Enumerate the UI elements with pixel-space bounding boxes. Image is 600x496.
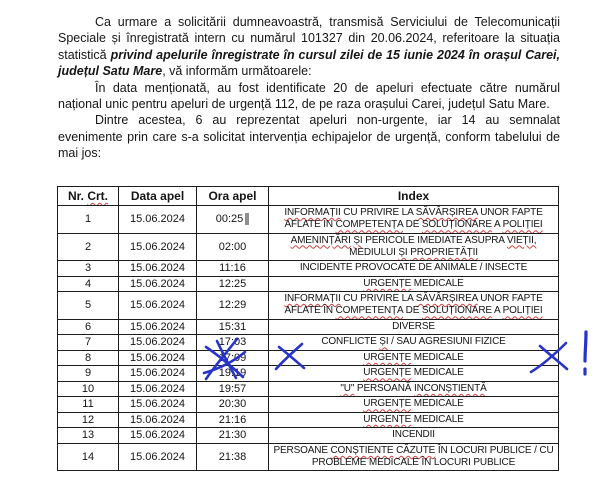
header-data-apel: Data apel <box>119 187 197 206</box>
spellcheck-underlined-word: Crt. <box>87 189 109 203</box>
spellcheck-underlined-word: VIEȚII, <box>506 234 537 246</box>
cell-data-apel: 15.06.2024 <box>119 292 197 320</box>
body-text: În data menționată, au fost identificate 20 de apeluri efectuate către numărul național unic pentru apeluri de urgență 112, de pe raza orașului Carei, județul Satu Mare. <box>58 80 560 112</box>
cell-index: URGENȚE MEDICALE <box>269 366 559 382</box>
table-row <box>58 443 559 471</box>
cell-data-apel: 15.06.2024 <box>119 319 197 335</box>
cell-data-apel: 15.06.2024 <box>119 276 197 292</box>
spellcheck-underlined-word: URGENȚE <box>363 413 412 425</box>
cell-nr-crt: 3 <box>58 261 119 277</box>
spellcheck-underlined-word: URGENȚE <box>363 367 412 379</box>
cell-data-apel: 15.06.2024 <box>119 428 197 444</box>
table-row <box>58 366 559 382</box>
spellcheck-underlined-word: SĂVÂRȘIREA <box>415 293 478 305</box>
paragraph <box>58 112 560 161</box>
cell-nr-crt: 11 <box>58 397 119 413</box>
cell-ora-apel: 17:09 <box>197 350 269 366</box>
calls-table <box>57 186 559 471</box>
cell-ora-apel: 21:38 <box>197 443 269 471</box>
spellcheck-underlined-word: COMPETENȚA <box>335 219 403 231</box>
cell-data-apel: 15.06.2024 <box>119 335 197 351</box>
calls-table-body <box>58 206 559 471</box>
spellcheck-underlined-word: PROPRIETĂȚII <box>410 246 478 258</box>
body-text: Dintre acestea, 6 au reprezentat apeluri non-urgente, iar 14 au semnalat evenimente prin care s-a solicitat intervenția echipajelor de urgență, conform tabelului de mai jos: <box>58 113 560 161</box>
spellcheck-underlined-word: AMENINȚĂRI <box>290 234 351 246</box>
table-row <box>58 276 559 292</box>
cell-data-apel: 15.06.2024 <box>119 366 197 382</box>
spellcheck-underlined-word: URGENȚE <box>363 398 412 410</box>
table-header-row <box>58 187 559 206</box>
cell-nr-crt: 6 <box>58 319 119 335</box>
spellcheck-underlined-word: CONȘTIENTE <box>330 444 394 456</box>
table-row <box>58 397 559 413</box>
cell-data-apel: 15.06.2024 <box>119 233 197 261</box>
paragraph <box>58 14 560 80</box>
spellcheck-underlined-word: SOLUȚIONARE <box>421 219 492 231</box>
cell-ora-apel: 02:00 <box>197 233 269 261</box>
cell-nr-crt: 2 <box>58 233 119 261</box>
spellcheck-underlined-word: URGENȚE <box>363 277 412 289</box>
cell-index: PERSOANE CONȘTIENTE CĂZUTE ÎN LOCURI PUBLICE / CU PROBLEME MEDICALE ÎN LOCURI PUBLICE <box>269 443 559 471</box>
spellcheck-underlined-word: SĂVÂRȘIREA <box>415 207 478 218</box>
cell-index: "U" PERSOANĂ INCONȘTIENTĂ <box>269 381 559 397</box>
cell-ora-apel: 21:16 <box>197 412 269 428</box>
cell-ora-apel: 19:57 <box>197 381 269 397</box>
cell-nr-crt: 5 <box>58 292 119 320</box>
header-index: Index <box>269 187 559 206</box>
cell-data-apel: 15.06.2024 <box>119 381 197 397</box>
cell-ora-apel: 15:31 <box>197 319 269 335</box>
spellcheck-underlined-word: POLIȚIEI <box>502 219 543 231</box>
document-body <box>58 14 560 162</box>
spellcheck-underlined-word: ȘI <box>398 246 408 258</box>
table-row <box>58 292 559 320</box>
table-row <box>58 261 559 277</box>
pen-exclamation-icon <box>585 332 586 374</box>
cell-nr-crt: 8 <box>58 350 119 366</box>
body-text: , vă informăm următoarele: <box>162 64 312 79</box>
spellcheck-underlined-word: ȘI <box>353 234 363 246</box>
cell-index: INFORMAȚII CU PRIVIRE LA SĂVÂRȘIREA UNOR FAPTE AFLATE ÎN COMPETENȚA DE SOLUȚIONARE A POLIȚIEI <box>269 292 559 320</box>
cell-ora-apel: 17:03 <box>197 335 269 351</box>
spellcheck-underlined-word: "U" <box>340 382 355 394</box>
cell-nr-crt: 4 <box>58 276 119 292</box>
table-row <box>58 319 559 335</box>
table-row <box>58 206 559 234</box>
cell-index: URGENȚE MEDICALE <box>269 412 559 428</box>
cell-nr-crt: 14 <box>58 443 119 471</box>
cell-data-apel: 15.06.2024 <box>119 443 197 471</box>
cell-ora-apel: 00:25 <box>197 206 269 234</box>
cell-index: INCIDENTE PROVOCATE DE ANIMALE / INSECTE <box>269 261 559 277</box>
cell-ora-apel: 21:30 <box>197 428 269 444</box>
spellcheck-underlined-word: SOLUȚIONARE <box>421 305 492 317</box>
cell-ora-apel: 20:30 <box>197 397 269 413</box>
table-row <box>58 412 559 428</box>
cell-index: INCENDII <box>269 428 559 444</box>
spellcheck-underlined-word: ȘI <box>379 336 389 348</box>
cell-nr-crt: 12 <box>58 412 119 428</box>
spellcheck-underlined-word: URGENȚE <box>363 351 412 363</box>
cell-data-apel: 15.06.2024 <box>119 397 197 413</box>
cell-data-apel: 15.06.2024 <box>119 206 197 234</box>
spellcheck-underlined-word: INCONȘTIENTĂ <box>413 382 487 394</box>
text-cursor <box>245 213 249 225</box>
cell-index: URGENȚE MEDICALE <box>269 350 559 366</box>
cell-index: DIVERSE <box>269 319 559 335</box>
table-row <box>58 428 559 444</box>
table-row <box>58 381 559 397</box>
spellcheck-underlined-word: INFORMAȚII <box>284 293 341 305</box>
cell-ora-apel: 12:29 <box>197 292 269 320</box>
emphasized-text: privind apelurile înregistrate în cursul zilei de 15 iunie 2024 în orașul Carei, județul Satu Mare <box>58 47 560 79</box>
cell-data-apel: 15.06.2024 <box>119 412 197 428</box>
paragraph <box>58 80 560 113</box>
cell-ora-apel: 12:25 <box>197 276 269 292</box>
spellcheck-underlined-word: POLIȚIEI <box>502 305 543 317</box>
cell-data-apel: 15.06.2024 <box>119 350 197 366</box>
cell-data-apel: 15.06.2024 <box>119 261 197 277</box>
spellcheck-underlined-word: INFORMAȚII <box>284 207 341 218</box>
spellcheck-underlined-word: CĂZUTE <box>396 444 436 456</box>
table-row <box>58 350 559 366</box>
spellcheck-underlined-word: COMPETENȚA <box>335 305 403 317</box>
cell-index: INFORMAȚII CU PRIVIRE LA SĂVÂRȘIREA UNOR FAPTE AFLATE ÎN COMPETENȚA DE SOLUȚIONARE A POLIȚIEI <box>269 206 559 234</box>
cell-ora-apel: 19:19 <box>197 366 269 382</box>
cell-index: CONFLICTE ȘI / SAU AGRESIUNI FIZICE <box>269 335 559 351</box>
cell-nr-crt: 1 <box>58 206 119 234</box>
header-nr-crt: Nr. Crt. <box>58 187 119 206</box>
cell-nr-crt: 10 <box>58 381 119 397</box>
cell-index: URGENȚE MEDICALE <box>269 397 559 413</box>
header-ora-apel: Ora apel <box>197 187 269 206</box>
body-text: Ca urmare a solicitării dumneavoastră, transmisă Serviciului de Telecomunicații Speciale și înregistrată intern cu numărul 101327 din 20.06.2024, referitoare la situația statistică <box>58 15 560 62</box>
cell-index: AMENINȚĂRI ȘI PERICOLE IMEDIATE ASUPRA VIEȚII, MEDIULUI ȘI PROPRIETĂȚII <box>269 233 559 261</box>
cell-nr-crt: 9 <box>58 366 119 382</box>
table-row <box>58 335 559 351</box>
table-row <box>58 233 559 261</box>
cell-nr-crt: 7 <box>58 335 119 351</box>
cell-nr-crt: 13 <box>58 428 119 444</box>
cell-ora-apel: 11:16 <box>197 261 269 277</box>
cell-index: URGENȚE MEDICALE <box>269 276 559 292</box>
